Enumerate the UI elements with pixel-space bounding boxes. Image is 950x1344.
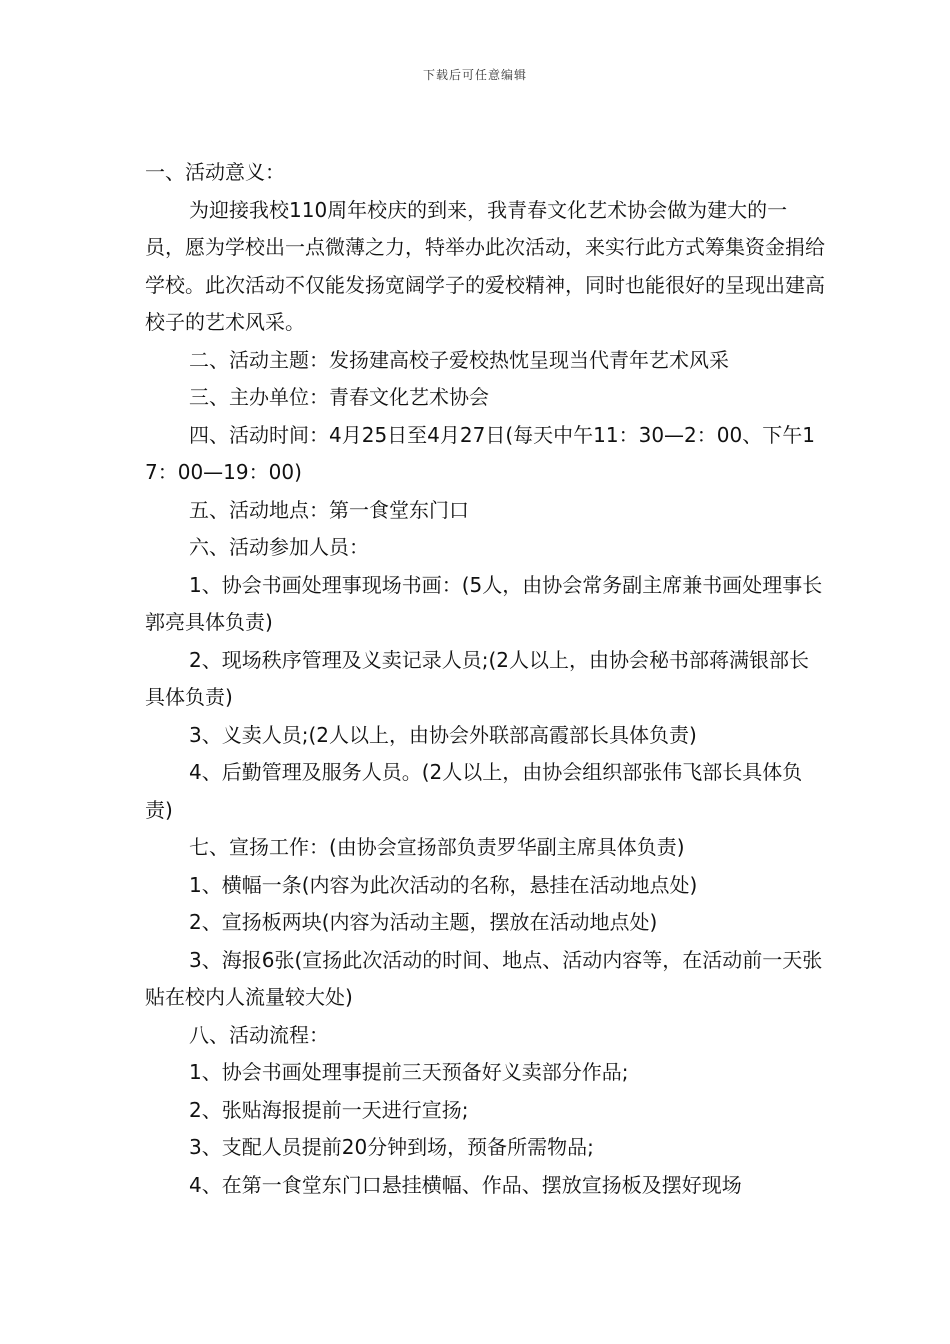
section-participants: 六、活动参加人员： bbox=[189, 535, 369, 559]
section-heading-significance: 一、活动意义： bbox=[145, 160, 285, 184]
document-body bbox=[145, 154, 827, 1204]
section-theme: 二、活动主题：发扬建高校子爱校热忱呈现当代青年艺术风采 bbox=[189, 347, 729, 372]
list-item: 4、后勤管理及服务人员。(2人以上，由协会组织部张伟飞部长具体负责) bbox=[145, 760, 803, 822]
section-organizer: 三、主办单位：青春文化艺术协会 bbox=[189, 385, 489, 409]
list-item: 1、协会书画处理事现场书画：(5人，由协会常务副主席兼书画处理事长郭亮具体负责) bbox=[145, 572, 823, 634]
list-item: 1、协会书画处理事提前三天预备好义卖部分作品; bbox=[189, 1060, 629, 1084]
section-publicity: 七、宣扬工作：(由协会宣扬部负责罗华副主席具体负责) bbox=[189, 835, 685, 859]
section-location: 五、活动地点：第一食堂东门口 bbox=[189, 497, 469, 522]
list-item: 1、横幅一条(内容为此次活动的名称，悬挂在活动地点处) bbox=[189, 872, 698, 897]
list-item: 3、支配人员提前20分钟到场，预备所需物品; bbox=[189, 1135, 594, 1159]
list-item: 2、现场秩序管理及义卖记录人员;(2人以上，由协会秘书部蒋满银部长具体负责) bbox=[145, 647, 809, 709]
list-item: 2、张贴海报提前一天进行宣扬; bbox=[189, 1097, 469, 1122]
list-item: 3、义卖人员;(2人以上，由协会外联部高霞部长具体负责) bbox=[189, 722, 697, 747]
header-note: 下载后可任意编辑 bbox=[422, 68, 527, 82]
section-time: 四、活动时间：4月25日至4月27日(每天中午11：30—2：00、下午17：00—19：00) bbox=[145, 422, 815, 484]
section-process: 八、活动流程： bbox=[189, 1022, 329, 1047]
list-item: 3、海报6张(宣扬此次活动的时间、地点、活动内容等，在活动前一天张贴在校内人流量较大处) bbox=[145, 947, 823, 1009]
paragraph-significance: 为迎接我校110周年校庆的到来，我青春文化艺术协会做为建大的一员，愿为学校出一点微薄之力，特举办此次活动，来实行此方式筹集资金捐给学校。此次活动不仅能发扬宽阔学子的爱校精神，同时也能很好的呈现出建高校子的艺术风采。 bbox=[145, 197, 825, 334]
list-item: 2、宣扬板两块(内容为活动主题，摆放在活动地点处) bbox=[189, 910, 658, 934]
list-item: 4、在第一食堂东门口悬挂横幅、作品、摆放宣扬板及摆好现场 bbox=[189, 1172, 742, 1197]
